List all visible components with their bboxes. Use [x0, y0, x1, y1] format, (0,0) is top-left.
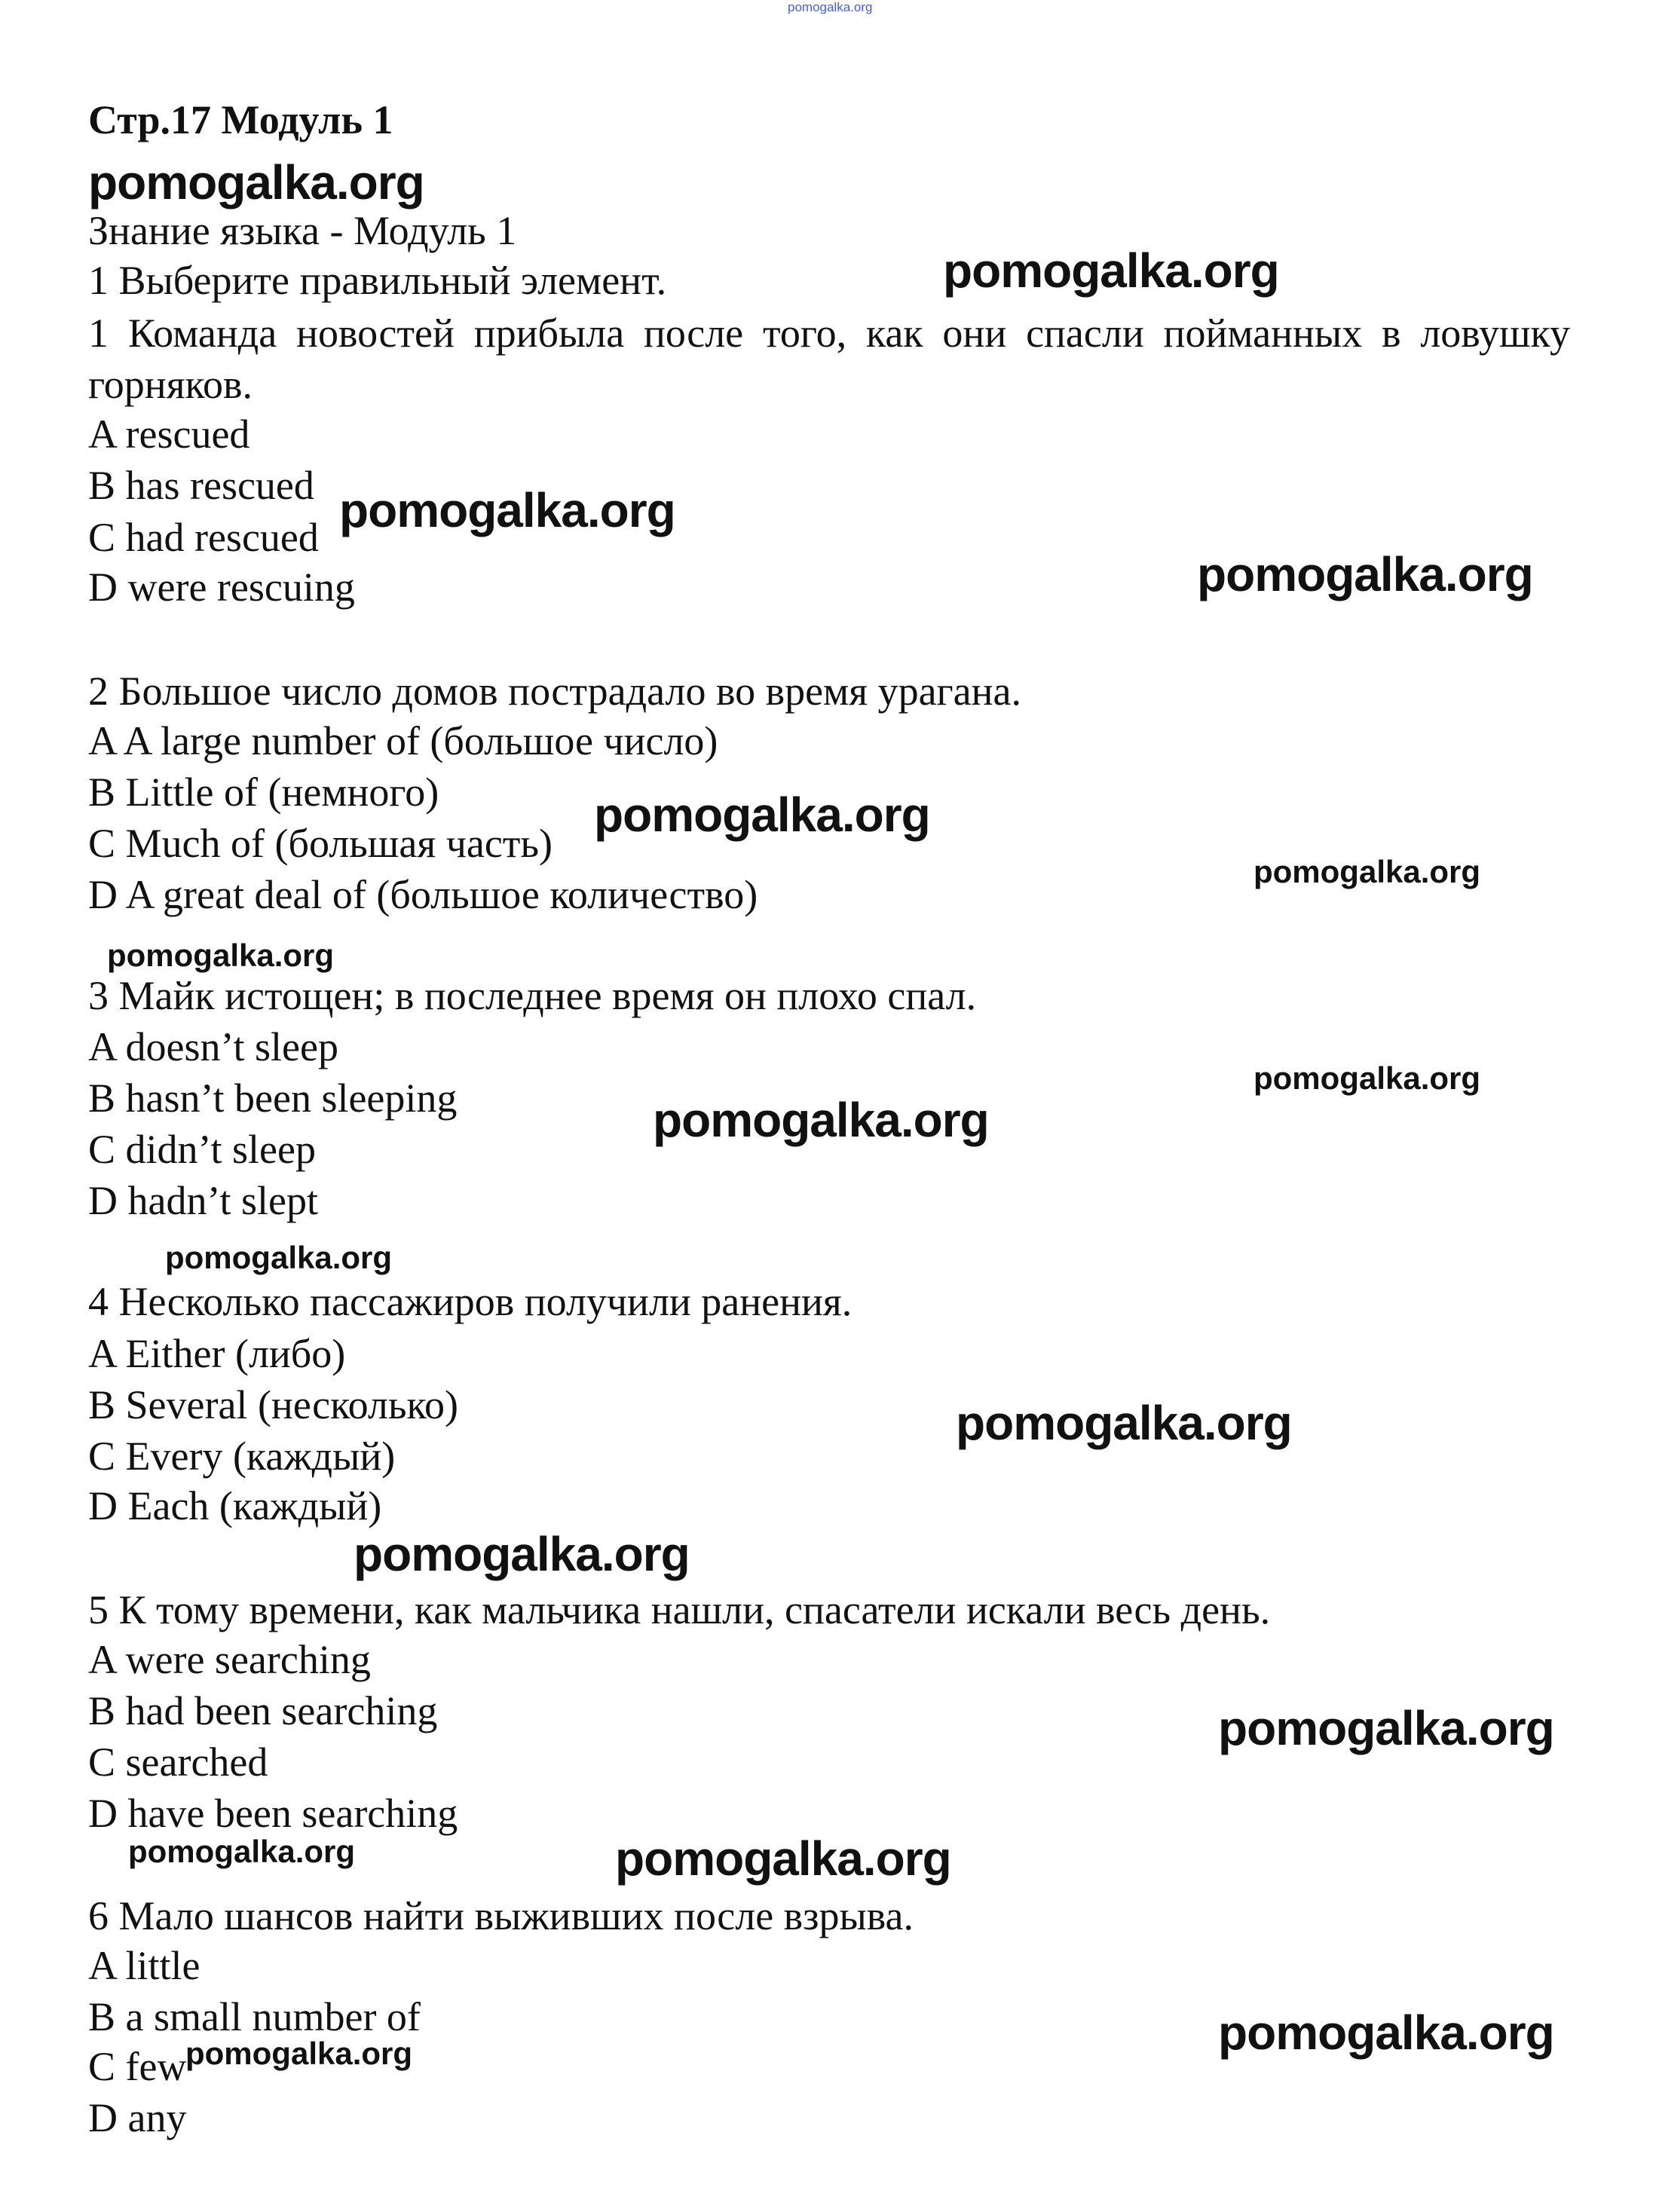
watermark-small: pomogalka.org: [128, 1834, 356, 1869]
watermark: pomogalka.org: [1218, 1701, 1554, 1755]
task-heading: 1 Выберите правильный элемент.: [88, 258, 667, 303]
watermark: pomogalka.org: [956, 1396, 1292, 1450]
option: A were searching: [88, 1637, 371, 1682]
option: B hasn’t been sleeping: [88, 1075, 458, 1121]
option: B Several (несколько): [88, 1382, 458, 1427]
option: B has rescued: [88, 463, 314, 508]
option: A rescued: [88, 411, 250, 457]
option: A A large number of (большое число): [88, 718, 718, 763]
option: D any: [88, 2095, 187, 2140]
option: D Each (каждый): [88, 1483, 382, 1528]
option: C didn’t sleep: [88, 1127, 316, 1172]
option: D have been searching: [88, 1791, 458, 1836]
option: C searched: [88, 1739, 268, 1785]
watermark: pomogalka.org: [1218, 2005, 1554, 2060]
subtitle: Знание языка - Модуль 1: [88, 208, 517, 253]
watermark-small: pomogalka.org: [1253, 854, 1481, 889]
watermark: pomogalka.org: [339, 483, 675, 537]
option: D hadn’t slept: [88, 1178, 318, 1223]
watermark-small: pomogalka.org: [1253, 1060, 1481, 1096]
option: B a small number of: [88, 1994, 421, 2039]
watermark-small: pomogalka.org: [185, 2036, 413, 2071]
watermark: pomogalka.org: [354, 1527, 690, 1581]
watermark-small: pomogalka.org: [107, 938, 335, 973]
watermark: pomogalka.org: [653, 1093, 989, 1147]
option: C few: [88, 2044, 187, 2089]
option: C Every (каждый): [88, 1433, 396, 1479]
option: C Much of (большая часть): [88, 821, 553, 866]
watermark: pomogalka.org: [615, 1831, 951, 1886]
question-1: 1 Команда новостей прибыла после того, как они спасли пойманных в ловушку горняков.: [88, 311, 1570, 407]
watermark: pomogalka.org: [1197, 547, 1533, 601]
option: D A great deal of (большое количество): [88, 872, 758, 917]
question-6: 6 Мало шансов найти выживших после взрыва.: [88, 1893, 914, 1938]
option: A doesn’t sleep: [88, 1024, 338, 1069]
question-2: 2 Большое число домов пострадало во время урагана.: [88, 668, 1022, 714]
watermark-top: pomogalka.org: [788, 0, 873, 14]
question-4: 4 Несколько пассажиров получили ранения.: [88, 1279, 852, 1324]
question-3: 3 Майк истощен; в последнее время он плохо спал.: [88, 973, 977, 1018]
question-5: 5 К тому времени, как мальчика нашли, спасатели искали весь день.: [88, 1587, 1271, 1632]
option: D were rescuing: [88, 564, 355, 610]
option: A Either (либо): [88, 1331, 346, 1376]
watermark: pomogalka.org: [594, 788, 930, 842]
watermark: pomogalka.org: [943, 243, 1279, 298]
option: B Little of (немного): [88, 769, 439, 815]
watermark: pomogalka.org: [88, 155, 424, 210]
option: B had been searching: [88, 1688, 438, 1733]
page-title: Стр.17 Модуль 1: [88, 97, 393, 142]
option: A little: [88, 1943, 200, 1988]
option: C had rescued: [88, 515, 319, 560]
watermark-small: pomogalka.org: [165, 1240, 393, 1275]
